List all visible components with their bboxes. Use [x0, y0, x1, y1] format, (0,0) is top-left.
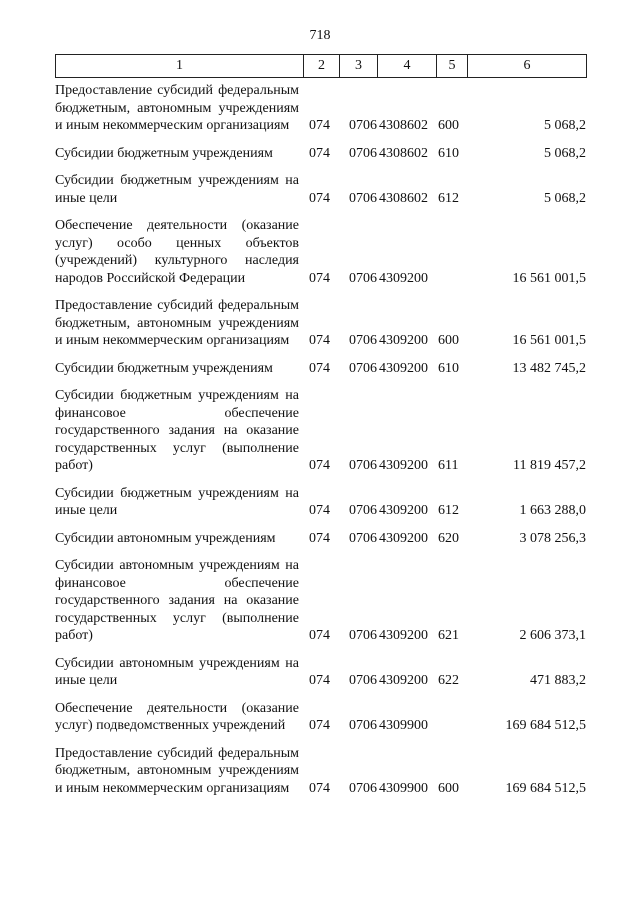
row-name: Предоставление субсидий федеральным бюджетным, автономным учреждениям и иным некоммерческим организациям	[55, 83, 299, 133]
table-row	[55, 387, 586, 485]
table-row	[55, 172, 586, 217]
row-amount: 16 561 001,5	[512, 333, 586, 348]
row-amount: 169 684 512,5	[505, 780, 586, 796]
row-target-code: 4308602	[379, 190, 428, 206]
row-section-code: 0706	[349, 628, 377, 643]
row-expense-type: 621	[438, 628, 459, 643]
row-name: Обеспечение деятельности (оказание услуг) подведомственных учреждений	[55, 700, 299, 733]
row-amount: 5 068,2	[544, 118, 586, 133]
row-name: Субсидии бюджетным учреждениям на иные цели	[55, 485, 299, 518]
row-admin-code: 074	[309, 503, 330, 518]
row-admin-code: 074	[309, 145, 330, 161]
row-section-code: 0706	[349, 503, 377, 518]
row-amount: 3 078 256,3	[519, 530, 586, 546]
column-header-2: 2	[304, 55, 340, 78]
row-name: Предоставление субсидий федеральным бюджетным, автономным учреждениям и иным некоммерческим организациям	[55, 745, 299, 796]
row-admin-code: 074	[309, 780, 330, 796]
row-expense-type: 610	[438, 360, 459, 376]
row-name: Субсидии бюджетным учреждениям на финансовое обеспечение государственного задания на оказание государственных услуг (выполнение работ)	[55, 388, 299, 473]
row-admin-code: 074	[309, 270, 330, 286]
row-amount: 5 068,2	[544, 190, 586, 206]
row-name: Субсидии автономным учреждениям на финансовое обеспечение государственного задания на оказание государственных услуг (выполнение работ)	[55, 558, 299, 643]
row-admin-code: 074	[309, 530, 330, 546]
row-amount: 13 482 745,2	[512, 360, 586, 376]
row-section-code: 0706	[349, 718, 377, 733]
table-row	[55, 557, 586, 655]
row-section-code: 0706	[349, 458, 377, 473]
table-row	[55, 485, 586, 530]
row-section-code: 0706	[349, 145, 377, 161]
row-section-code: 0706	[349, 360, 377, 376]
row-target-code: 4309200	[379, 458, 428, 473]
row-target-code: 4309900	[379, 780, 428, 796]
row-admin-code: 074	[309, 360, 330, 376]
row-target-code: 4308602	[379, 145, 428, 161]
row-expense-type: 600	[438, 780, 459, 796]
row-admin-code: 074	[309, 190, 330, 206]
row-expense-type	[436, 700, 467, 745]
row-expense-type: 612	[438, 503, 459, 518]
row-section-code: 0706	[349, 190, 377, 206]
column-header-1: 1	[56, 55, 304, 78]
column-header-table	[55, 54, 587, 78]
row-target-code: 4309200	[379, 360, 428, 376]
row-target-code: 4309200	[379, 673, 428, 688]
row-target-code: 4308602	[379, 118, 428, 133]
row-name: Субсидии бюджетным учреждениям	[55, 360, 273, 376]
table-row	[55, 145, 586, 173]
row-amount: 169 684 512,5	[505, 718, 586, 733]
row-section-code: 0706	[349, 270, 377, 286]
row-target-code: 4309200	[379, 503, 428, 518]
column-header-row	[56, 55, 587, 78]
row-name: Субсидии бюджетным учреждениям на иные цели	[55, 173, 299, 206]
table-row	[55, 655, 586, 700]
table-row	[55, 217, 586, 297]
row-target-code: 4309200	[379, 333, 428, 348]
row-section-code: 0706	[349, 530, 377, 546]
row-name: Субсидии автономным учреждениям на иные цели	[55, 655, 299, 688]
row-name: Субсидии бюджетным учреждениям	[55, 145, 273, 161]
table-row	[55, 297, 586, 360]
row-expense-type	[436, 217, 467, 297]
table-row	[55, 700, 586, 745]
row-section-code: 0706	[349, 118, 377, 133]
page-number: 718	[309, 28, 331, 43]
row-admin-code: 074	[309, 673, 330, 688]
row-admin-code: 074	[309, 333, 330, 348]
row-expense-type: 610	[438, 145, 459, 161]
table-row	[55, 360, 586, 388]
table-row	[55, 530, 586, 558]
row-expense-type: 622	[438, 673, 459, 688]
row-section-code: 0706	[349, 333, 377, 348]
row-amount: 471 883,2	[530, 673, 586, 688]
row-target-code: 4309200	[379, 270, 428, 286]
row-expense-type: 600	[438, 118, 459, 133]
row-amount: 5 068,2	[544, 145, 586, 161]
column-header-6: 6	[468, 55, 587, 78]
row-name: Обеспечение деятельности (оказание услуг) особо ценных объектов (учреждений) культурного наследия народов Российской Федерации	[55, 218, 299, 286]
row-target-code: 4309900	[379, 718, 428, 733]
row-target-code: 4309200	[379, 530, 428, 546]
row-admin-code: 074	[309, 628, 330, 643]
row-expense-type: 611	[438, 458, 459, 473]
row-target-code: 4309200	[379, 628, 428, 643]
row-admin-code: 074	[309, 458, 330, 473]
row-expense-type: 620	[438, 530, 459, 546]
column-header-4: 4	[378, 55, 437, 78]
row-amount: 2 606 373,1	[519, 628, 586, 643]
row-expense-type: 612	[438, 190, 459, 206]
row-amount: 1 663 288,0	[519, 503, 586, 518]
column-header-3: 3	[340, 55, 378, 78]
row-admin-code: 074	[309, 718, 330, 733]
row-expense-type: 600	[438, 333, 459, 348]
table-row	[55, 82, 586, 145]
row-section-code: 0706	[349, 673, 377, 688]
row-name: Предоставление субсидий федеральным бюджетным, автономным учреждениям и иным некоммерческим организациям	[55, 298, 299, 348]
budget-table	[55, 82, 586, 807]
row-amount: 11 819 457,2	[513, 458, 586, 473]
row-section-code: 0706	[349, 780, 377, 796]
column-header-5: 5	[437, 55, 468, 78]
row-amount: 16 561 001,5	[512, 270, 586, 286]
row-name: Субсидии автономным учреждениям	[55, 530, 276, 546]
table-row	[55, 745, 586, 808]
row-admin-code: 074	[309, 118, 330, 133]
